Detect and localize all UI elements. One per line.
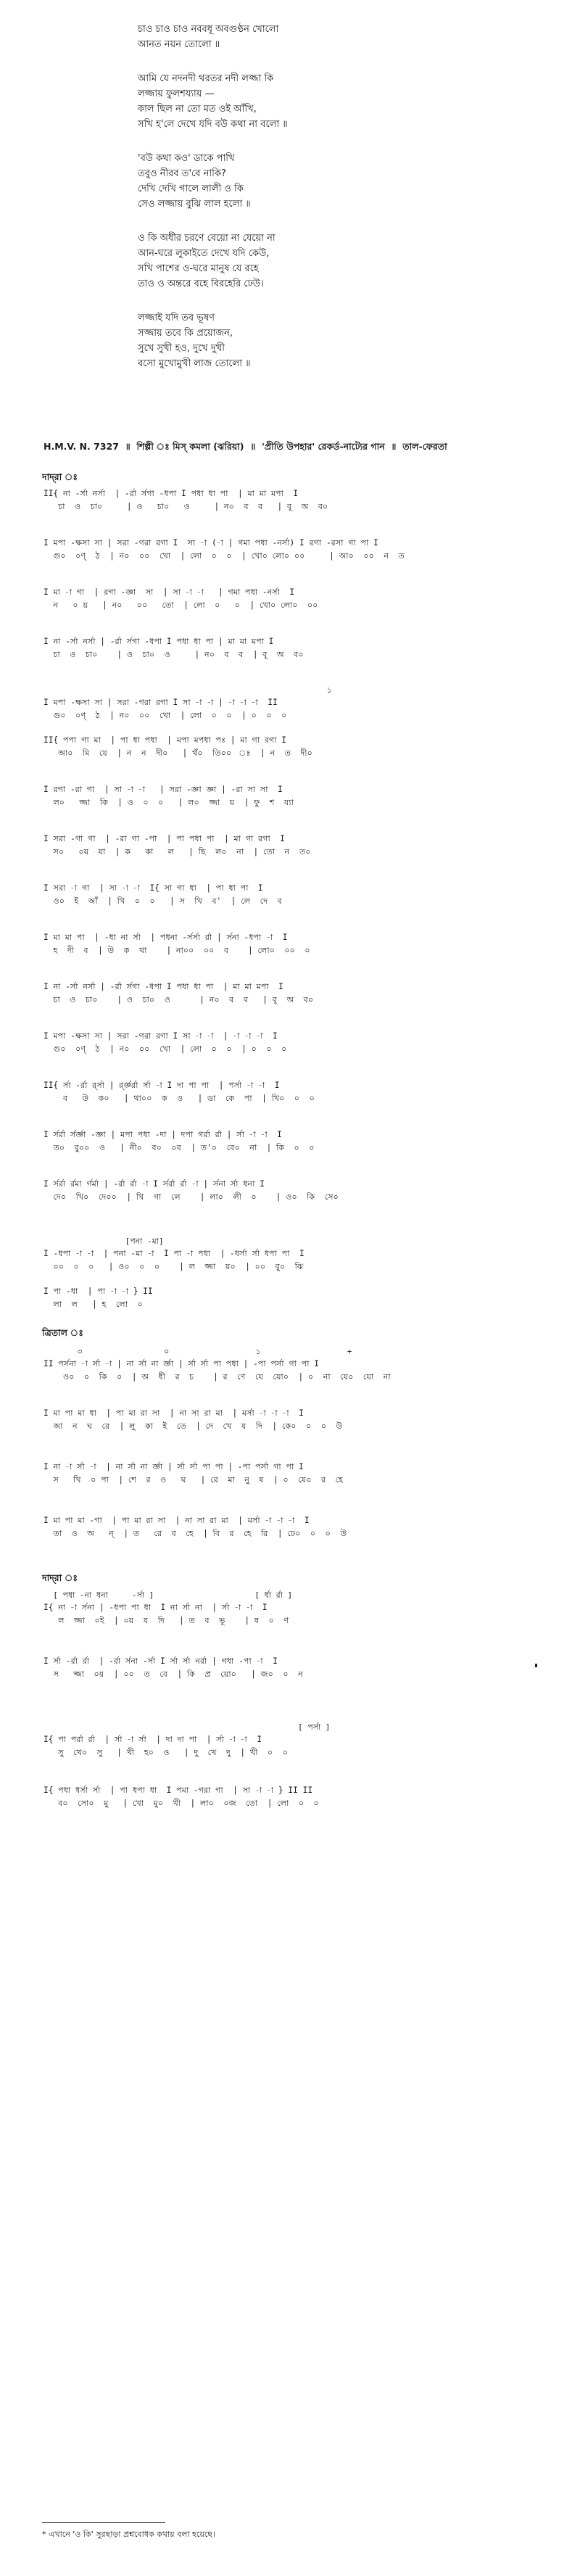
poem-line: আমি যে নদনদী থরতর নদী লজ্জা কি: [138, 73, 274, 84]
lyric-syllable-line: দে০ খি০ দে০০ | খি গা লে | লা০ লী ০ | ও০ কি সে০: [44, 1192, 339, 1202]
notation-row: [44, 1722, 566, 1759]
lyric-syllable-line: স০ ০য় যা | ক কা ল | ছি ল০ না | তো ন ত০: [44, 847, 311, 856]
swaralipi-line: I মা পা মা ধা | পা মা রা সা | না সা রা মা | মর্সা -া -া -া I: [44, 1408, 304, 1418]
beat-annotation: [পনা -মা]: [44, 1237, 164, 1246]
beat-annotation: ১: [44, 685, 332, 695]
lyric-syllable-line: লা ল | হ লো ০: [44, 1300, 143, 1309]
notation-row: [44, 1514, 566, 1540]
poem-line: সখি পাশের ও-ঘরে মানুষ যে রহে: [138, 263, 259, 274]
poem-line: চাও চাও চাও নববধূ অবগুণ্ঠন খোলো: [138, 24, 279, 35]
taal-label: তাল-ফেরতা: [402, 441, 447, 452]
swaralipi-line: II পর্সনা -া র্সা -া | না র্সা না র্জ্ঞা | র্সা র্সা পা পধা | -পা পর্সা গা পা I: [44, 1359, 319, 1368]
swaralipi-line: I র্সা -র্রা র্রা | -র্রা র্সনা -র্সা I র্সা র্সা নর্রা | গধা -পা -া I: [44, 1656, 278, 1666]
swaralipi-line: I মপা -ক্ষসা সা | সরা -গরা রগা I সা -া (-া | গমা পধা -নর্সা) I রগা -রসা গা পা I: [44, 538, 378, 548]
poem-line: বসো মুখোমুখী লাজ তোলো ॥: [138, 358, 251, 369]
swaralipi-line: I পা -ধা | পা -া -া } II: [44, 1287, 153, 1296]
notation-row: [44, 1030, 566, 1056]
separator: ॥: [125, 441, 130, 452]
poem-line: তবুও নীরব ত'বে নাকি?: [138, 168, 226, 179]
notation-row: [44, 783, 566, 809]
lyric-syllable-line: আ ন ঘ রে | লু কা ই তে | দে খে য দি | কে০ ০ ০ উ: [44, 1421, 343, 1431]
notation-row: [44, 734, 566, 760]
poem-line: দেখি দেখি গালে লালী ও কি: [138, 183, 244, 194]
swaralipi-line: II{ না -র্সা নর্সা | -র্রা র্সগা -ধপা I পধা ধা পা | মা মা মপা I: [44, 489, 299, 498]
notation-row: [44, 981, 566, 1007]
lyric-syllable-line: গু০ ০ণ্ ঠ | ন০ ০০ খো | লো ০ ০ | ০ ০ ০: [44, 711, 287, 720]
swaralipi-line: I র্সর্রা র্সর্জ্ঞা -জ্ঞা | মপা পধা -দা | দপা গর্রা র্রা | র্সা -া -া I: [44, 1130, 282, 1139]
poem-stanza: [138, 231, 580, 292]
swaralipi-line: I রগা -রা গা | সা -া -া | সরা -জ্ঞা জ্ঞা | -রা সা সা I: [44, 785, 283, 794]
poem-line: 'বউ কথা কও' ডাকে পাখি: [138, 153, 235, 164]
notation-row: [44, 685, 566, 722]
poem-line: আনত নয়ন তোলো ॥: [138, 39, 220, 50]
poem-stanza: [138, 310, 580, 371]
section-label: দাদ্‌রা ঃ: [42, 471, 78, 482]
swaralipi-line: I সরা -গা গা | -রা গা -পা | পা পধা পা | মা গা রগা I: [44, 834, 285, 843]
lyric-syllable-line: ও০ ই আঁ | খি ০ ০ | স খি ব' | লে দে ব: [44, 896, 282, 906]
swaralipi-line: I সরা -া গা | সা -া -া I{ সা গা ধা | পা ধা পা I: [44, 883, 263, 893]
lyric-syllable-line: আ০ মি যে | ন ন দী০ | থঁ০ তি০০ ঃ | ন ত দী০: [44, 748, 312, 758]
separator: ॥: [391, 441, 397, 452]
notation-row: [44, 882, 566, 908]
notation-row: [44, 1285, 566, 1311]
lyric-syllable-line: ব০ সো০ মু | খো মু০ খী | লা০ ০জ তো | লো ০ ০: [44, 1799, 319, 1808]
lyric-syllable-line: ০০ ০ ০ | ও০ ০ ০ | ল জ্জা য়০ | ০০ বু০ ঝি: [44, 1262, 304, 1271]
swaralipi-line: I{ পধা ধর্সা র্সা | পা ধপা ধা I পমা -গরা গা | সা -া -া } II II: [44, 1786, 313, 1795]
notation-row: [44, 833, 566, 859]
notation-row: [44, 1590, 566, 1627]
poem-stanza: [138, 71, 580, 132]
lyric-syllable-line: চা ও চা০ | ও চা০ ও | ন০ ব ব | বূ অ ব০: [44, 650, 304, 659]
notation-row: [44, 635, 566, 661]
lyric-syllable-line: তা ও অ ন্ | ত রে ব হে | বি র হে রি | ঢে০ ০ ০ উ: [44, 1529, 347, 1538]
lyric-syllable-line: সু খে০ সু | খী হ০ ও | দু খে দু | খী ০ ০: [44, 1748, 288, 1757]
swaralipi-line: I মপা -ক্ষসা সা | সরা -গরা রগা I সা -া -া | -া -া -া II: [44, 698, 278, 707]
lyrics-poem: [0, 22, 580, 390]
beat-annotation: [ পধা -না ধনা -র্সা ] [ র্ধা র্রা ]: [44, 1590, 293, 1600]
poem-line: ও কি অধীর চরণে বেয়ো না যেয়ো না: [138, 233, 276, 244]
poem-line: সজ্জায় তবে কি প্রয়োজন,: [138, 328, 233, 339]
swaralipi-line: I মা মা পা | -ধা না র্সা | পধনা -র্সর্সা র্রা | র্সনা -ধপা -া I: [44, 933, 288, 942]
lyric-syllable-line: ন ০ য় | ন০ ০০ তো | লো ০ ০ | খো০ লো০ ০০: [44, 600, 318, 610]
swaralipi-line: I মা পা মা -গা | পা মা রা সা | না সা রা মা | মর্সা -া -া -া I: [44, 1516, 310, 1525]
lyric-syllable-line: গু০ ০ণ্ ঠ | ন০ ০০ খো | লো ০ ০ | খো০ লো০ ০০ | আ০ ০০ ন ত: [44, 551, 405, 561]
swaralipi-line: I না -র্সা নর্সা | -র্রা র্সগা -ধপা I পধা ধা পা | মা মা মপা I: [44, 982, 283, 991]
lyric-syllable-line: ও০ ০ কি ০ | অ ধী র চ | র ণে যে য়ো০ | ০ না যে০ য়ো না: [44, 1372, 391, 1382]
notation-row: [44, 1079, 566, 1105]
lyric-syllable-line: ল জ্জা ০ই | ০য় য দি | ত ব ভূ | ষ ০ ণ: [44, 1616, 289, 1625]
swaralipi-line: I মপা -ক্ষসা সা | সরা -গরা রগা I সা -া -া | -া -া -া I: [44, 1031, 278, 1041]
lyric-syllable-line: স খি ০ পা | শে র ও ঘ | রে মা নু ষ | ০ যে০ র হে: [44, 1475, 344, 1485]
beat-annotation: ৩ ০ ১ +: [44, 1347, 352, 1356]
notation-row: [44, 586, 566, 612]
notation-row: [44, 537, 566, 563]
notation-row: [44, 1178, 566, 1204]
swaralipi-line: I{ পা পর্রা র্রা | র্সা -া র্সা | দা দা পা | র্সা -া -া I: [44, 1735, 262, 1744]
swaralipi-line: I না -া র্সা -া | না র্সা না র্জ্ঞা | র্সা র্সা পা পা | -পা পর্সা গা পা I: [44, 1462, 304, 1471]
lyric-syllable-line: চা ও চা০ | ও চা০ ও | ন০ ব ব | বূ অ ব০: [44, 502, 328, 511]
song-type: 'প্রীতি উপহার' রেকর্ড-নাট্যের গান: [262, 441, 385, 452]
beat-annotation: [ পর্সা ]: [44, 1722, 331, 1732]
poem-line: লজ্জায় ফুলশয্যায় —: [138, 88, 215, 99]
section-label: ত্রিতাল ঃ: [42, 1327, 83, 1338]
lyric-syllable-line: স জ্জা ০য় | ০০ ত বে | কি প্র য়ো০ | জ০ ০ ন: [44, 1669, 303, 1679]
notation-row: [44, 1461, 566, 1487]
lyric-syllable-line: হ দী ব | উ ক থা | না০০ ০০ ব | লো০ ০০ ০: [44, 946, 310, 955]
poem-line: লজ্জাই যদি তব ভূষণ: [138, 313, 215, 323]
footnote-divider: [42, 2522, 165, 2523]
notation-row: [44, 1407, 566, 1433]
poem-stanza: [138, 151, 580, 212]
notation-row: [44, 1236, 566, 1273]
notation-row: [44, 1655, 566, 1681]
swaralipi-line: I র্সর্রা র্রমা র্গর্মা | -র্রা র্রা -া I র্সর্রা র্রা -া | র্সনা র্সা ধনা I: [44, 1179, 265, 1189]
notation-row: [44, 1784, 566, 1810]
poem-stanza: [138, 22, 580, 52]
notation-row: [44, 487, 566, 513]
poem-line: কাল ছিল না তো মত ওই আঁখি,: [138, 104, 257, 115]
notation-row: [44, 1128, 566, 1155]
poem-line: সেও লজ্জায় বুঝি লাল হলো ॥: [138, 199, 251, 210]
poem-line: আন-ঘরে লুকাইতে দেখে যদি কেউ,: [138, 248, 270, 259]
artist-credit: শিল্পী ঃ মিস্‌ কমলা (ঝরিয়া): [136, 441, 244, 452]
poem-line: তাও ও অন্তরে বহে বিরহেরি ঢেউ।: [138, 278, 264, 289]
lyric-syllable-line: চা ও চা০ | ও চা০ ও | ন০ ব ব | বূ অ ব০: [44, 995, 314, 1004]
swaralipi-line: I মা -া গা | রগা -জ্ঞা সা | সা -া -া | গমা পধা -নর্সা I: [44, 587, 295, 597]
footnote: * এখানে 'ও কি' সুরছাড়া প্রশ্নবোধক কথায় বলা হয়েছে।: [42, 2530, 215, 2539]
swaralipi-line: I -ধপা -া -া | পনা -মা -া I পা -া পধা | -ধর্সা র্সা ধপা পা I: [44, 1249, 304, 1258]
lyric-syllable-line: ত০ বু০০ ও | নী০ ব০ ০ব | ত'০ বে০ না | কি ০ ০: [44, 1143, 315, 1152]
record-number: H.M.V. N. 7327: [44, 441, 119, 452]
swaralipi-line: II{ র্সা -র্রা র্র্সা | র্র্জ্ঞর্রা র্সা -া I দা পা পা | পর্সা -া -া I: [44, 1081, 280, 1090]
notation-row: [44, 1346, 566, 1384]
poem-line: সখি হ'লে দেখে যদি বউ কথা না বলো ॥: [138, 119, 288, 130]
poem-line: সুখে সুখী হও, দুখে দুখী: [138, 343, 225, 354]
lyric-syllable-line: ল০ জ্জা কি | ও ০ ০ | ল০ জ্জা য় | ফু শ য্যা: [44, 798, 294, 807]
print-speck: [535, 1664, 537, 1667]
section-label: দাদ্‌রা ঃ: [42, 1572, 78, 1583]
record-meta-line: [44, 441, 566, 455]
swaralipi-line: II{ পপা গা মা | পা ধা পধা | মপা মপধা পঃ | মা গা রগা I: [44, 735, 287, 745]
swaralipi-line: I{ না -া র্সনা | -ধপা পা ধা I না র্সা না | র্সা -া -া I: [44, 1603, 268, 1612]
separator: ॥: [250, 441, 256, 452]
lyric-syllable-line: গু০ ০ণ্ ঠ | ন০ ০০ খো | লো ০ ০ | ০ ০ ০: [44, 1044, 287, 1054]
swaralipi-line: I না -র্সা নর্সা | -র্রা র্সগা -ধপা I পধা ধা পা | মা মা মপা I: [44, 637, 274, 646]
lyric-syllable-line: ব উ ক০ | থা০০ ক ও | ডা কে পা | খি০ ০ ০: [44, 1094, 315, 1103]
notation-row: [44, 931, 566, 957]
